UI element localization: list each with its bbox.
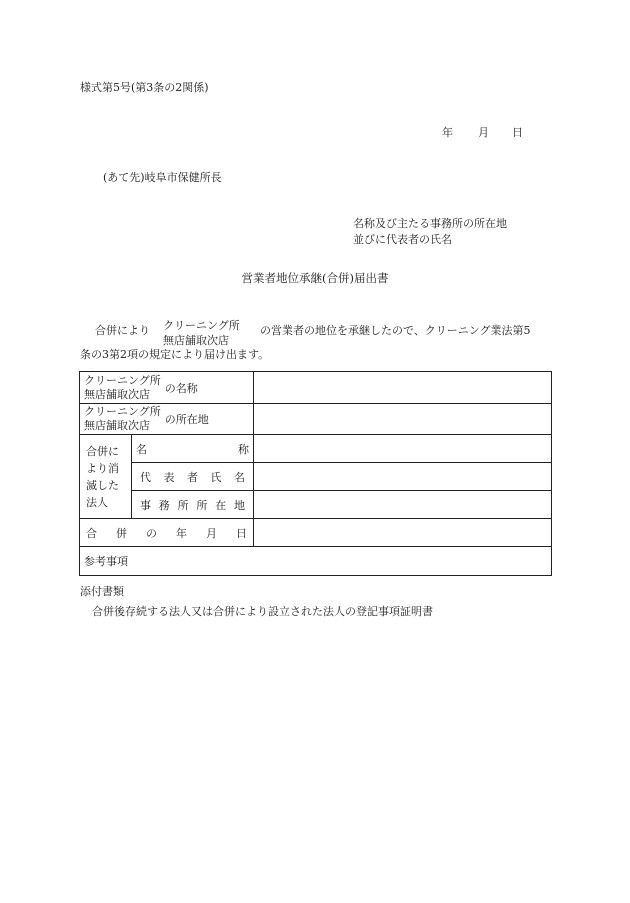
merged-corporation-label: [80, 435, 132, 519]
notification-form-table: [79, 371, 552, 576]
row-notes: [80, 547, 552, 576]
corp-name-label: [132, 435, 254, 463]
business-location-suffix: の所在地: [164, 413, 209, 426]
intro-suffix: の営業者の地位を承継したので、クリーニング業法第5: [260, 324, 531, 337]
merger-date-field[interactable]: [254, 519, 552, 547]
office-location-label: [132, 491, 254, 519]
date-label-char: 年: [176, 526, 187, 540]
intro-option-2: 無店舗取次店: [163, 334, 229, 347]
business-location-opt-2: 無店舗取次店: [84, 419, 150, 432]
row-merged-corp-rep: [80, 463, 552, 491]
office-char: 在: [215, 498, 227, 512]
rep-char: 氏: [210, 470, 222, 484]
notes-label: 参考事項: [84, 555, 128, 568]
row-merged-corp-name: [80, 435, 552, 463]
merged-label-line-3: 滅した: [86, 478, 119, 492]
merged-label-line-4: 法人: [86, 495, 108, 509]
sender-line-2: 並びに代表者の氏名: [353, 233, 452, 246]
intro-option-1: クリーニング所: [163, 319, 240, 332]
rep-char: 名: [234, 470, 245, 484]
row-merged-corp-office: [80, 491, 552, 519]
date-label-char: 合: [86, 526, 97, 540]
office-char: 事: [140, 498, 151, 512]
intro-business-type-choice: [163, 318, 240, 348]
office-char: 所: [196, 498, 208, 512]
intro-line-2: 条の3第2項の規定により届け出ます。: [80, 348, 270, 361]
notes-field[interactable]: [80, 547, 552, 576]
business-name-opt-1: クリーニング所: [84, 373, 161, 387]
representative-name-field[interactable]: [254, 463, 552, 491]
date-label-char: 併: [116, 526, 127, 540]
addressee: (あて先)岐阜市保健所長: [103, 171, 222, 184]
date-year-label: 年: [442, 126, 453, 139]
business-location-opt-1: クリーニング所: [84, 405, 161, 418]
date-label-char: 月: [206, 526, 217, 540]
corp-name-field[interactable]: [254, 435, 552, 463]
sender-line-1: 名称及び主たる事務所の所在地: [353, 217, 507, 230]
business-name-suffix: の名称: [164, 381, 198, 395]
date-label-char: の: [146, 526, 157, 540]
date-label-char: 日: [236, 526, 247, 540]
corp-name-char: 名: [136, 442, 147, 456]
sender-block: [353, 216, 507, 248]
office-char: 地: [233, 498, 245, 512]
rep-char: 代: [140, 470, 151, 484]
intro-prefix: 合併により: [95, 324, 150, 337]
merged-label-line-2: より消: [86, 461, 119, 475]
attachments-text: 合併後存続する法人又は合併により設立された法人の登記事項証明書: [92, 605, 433, 618]
office-char: 務: [158, 498, 170, 512]
representative-name-label: [132, 463, 254, 491]
corp-name-char: 称: [238, 442, 249, 456]
business-name-opt-2: 無店舗取次店: [84, 387, 150, 401]
row-business-name: [80, 372, 552, 404]
row-merger-date: [80, 519, 552, 547]
business-name-field[interactable]: [254, 372, 552, 404]
date-day-label: 日: [512, 126, 523, 139]
merger-date-label: [80, 519, 254, 547]
rep-char: 者: [187, 470, 198, 484]
document-title: 営業者地位承継(合併)届出書: [241, 271, 389, 285]
office-char: 所: [177, 498, 189, 512]
date-month-label: 月: [478, 126, 489, 139]
rep-char: 表: [163, 470, 175, 484]
row-business-location: [80, 404, 552, 435]
business-location-label: [80, 404, 254, 435]
form-number: 様式第5号(第3条の2関係): [80, 81, 209, 94]
office-location-field[interactable]: [254, 491, 552, 519]
business-name-label: [80, 372, 254, 404]
business-location-field[interactable]: [254, 404, 552, 435]
merged-label-line-1: 合併に: [86, 444, 119, 458]
attachments-heading: 添付書類: [80, 585, 124, 598]
